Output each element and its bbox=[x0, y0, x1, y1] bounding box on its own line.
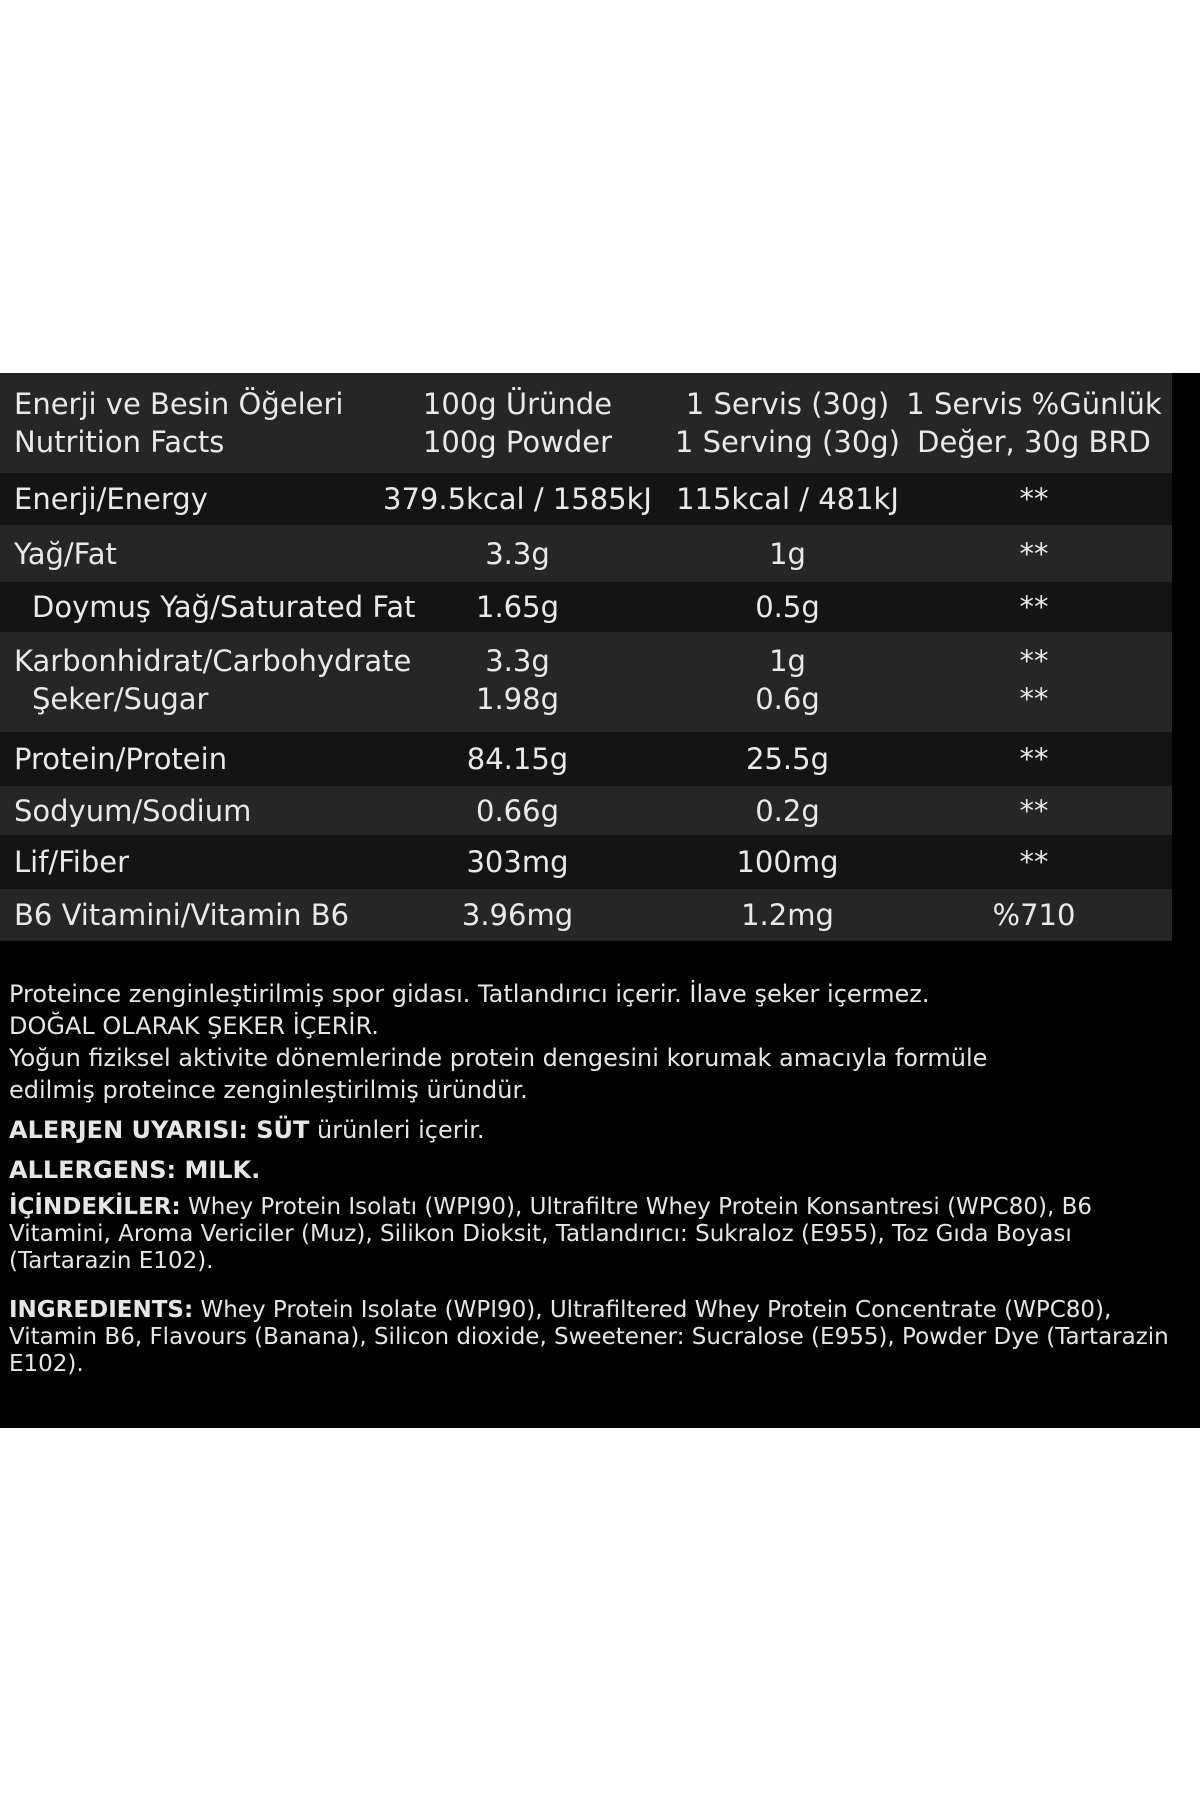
value-per-100g: 3.96mg bbox=[461, 898, 574, 932]
value-rdv: %710 bbox=[992, 898, 1076, 932]
note-line: edilmiş proteince zenginleştirilmiş üründür. bbox=[9, 1076, 528, 1104]
value-per-100g: 84.15g bbox=[466, 742, 569, 776]
nutrient-name: Protein/Protein bbox=[14, 742, 228, 776]
nutrient-name: Karbonhidrat/Carbohydrate bbox=[14, 644, 412, 678]
table-row bbox=[0, 632, 1172, 732]
value-per-serving: 1g bbox=[769, 536, 806, 571]
nutrient-name: Doymuş Yağ/Saturated Fat bbox=[32, 590, 416, 624]
value-per-100g: 303mg bbox=[466, 845, 569, 879]
table-row bbox=[0, 732, 1172, 786]
ingredients-en: INGREDIENTS: Whey Protein Isolate (WPI90), Ultrafiltered Whey Protein Concentrate (WPC80), Vitamin B6, Flavours (Banana), Silicon dioxide, Sweetener: Sucralose (E955), Powder Dye (Tartarazin E102). bbox=[9, 1297, 1169, 1377]
table-row bbox=[0, 473, 1172, 525]
nutrient-name: Lif/Fiber bbox=[14, 845, 129, 879]
value-per-100g-group: 3.3g 1.98g bbox=[476, 644, 559, 716]
nutrient-name: Şeker/Sugar bbox=[32, 682, 209, 716]
value-per-serving: 1.2mg bbox=[741, 898, 834, 932]
value-rdv: ** bbox=[1019, 536, 1049, 571]
nutrient-name: Sodyum/Sodium bbox=[14, 793, 252, 828]
allergen-warning-en: ALLERGENS: MILK. bbox=[9, 1156, 261, 1184]
value-per-100g: 1.65g bbox=[476, 590, 559, 624]
table-row bbox=[0, 889, 1172, 941]
table-row bbox=[0, 525, 1172, 582]
value-per-100g: 0.66g bbox=[476, 793, 559, 828]
value-rdv-group: ** ** bbox=[1019, 644, 1049, 716]
value-per-serving-group: 1g 0.6g bbox=[755, 644, 820, 716]
value-per-serving: 25.5g bbox=[746, 742, 829, 776]
value-per-100g: 3.3g bbox=[485, 536, 550, 571]
nutrition-label bbox=[0, 373, 1200, 1428]
nutrient-name: B6 Vitamini/Vitamin B6 bbox=[14, 898, 350, 932]
product-notes bbox=[9, 978, 1179, 1378]
value-rdv: ** bbox=[1019, 793, 1049, 828]
allergen-warning-tr: ALERJEN UYARISI: SÜT ürünleri içerir. bbox=[9, 1116, 485, 1144]
header-nutrient-col: Enerji ve Besin Öğeleri Nutrition Facts bbox=[14, 387, 344, 459]
header-serving-col: 1 Servis (30g) 1 Serving (30g) bbox=[674, 387, 900, 459]
ingredients-tr: İÇİNDEKİLER: Whey Protein Isolatı (WPI90), Ultrafiltre Whey Protein Konsantresi (WPC80), B6 Vitamini, Aroma Vericiler (Muz), Silikon Dioksit, Tatlandırıcı: Sukraloz (E955), Toz Gıda Boyası (Tartarazin E102). bbox=[9, 1194, 1092, 1274]
value-rdv: ** bbox=[1019, 590, 1049, 624]
note-line: DOĞAL OLARAK ŞEKER İÇERİR. bbox=[9, 1012, 379, 1040]
note-line: Yoğun fiziksel aktivite dönemlerinde protein dengesini korumak amacıyla formüle bbox=[9, 1044, 988, 1072]
value-rdv: ** bbox=[1019, 742, 1049, 776]
nutrient-name: Yağ/Fat bbox=[14, 536, 117, 571]
value-per-100g: 379.5kcal / 1585kJ bbox=[383, 482, 652, 516]
value-per-serving: 0.5g bbox=[755, 590, 820, 624]
nutrient-name-group bbox=[14, 642, 411, 718]
table-row bbox=[0, 786, 1172, 835]
header-rdv-col: 1 Servis %Günlük Değer, 30g BRD bbox=[906, 387, 1162, 459]
nutrient-name: Enerji/Energy bbox=[14, 482, 208, 516]
table-row bbox=[0, 835, 1172, 889]
table-header bbox=[0, 373, 1172, 473]
nutrition-table bbox=[0, 373, 1172, 941]
value-rdv: ** bbox=[1019, 482, 1049, 516]
table-row bbox=[0, 582, 1172, 632]
value-per-serving: 115kcal / 481kJ bbox=[676, 482, 899, 516]
value-per-serving: 0.2g bbox=[755, 793, 820, 828]
value-per-serving: 100mg bbox=[736, 845, 839, 879]
note-line: Proteince zenginleştirilmiş spor gidası. Tatlandırıcı içerir. İlave şeker içermez. bbox=[9, 980, 930, 1008]
header-100g-col: 100g Üründe 100g Powder bbox=[422, 387, 613, 459]
value-rdv: ** bbox=[1019, 845, 1049, 879]
